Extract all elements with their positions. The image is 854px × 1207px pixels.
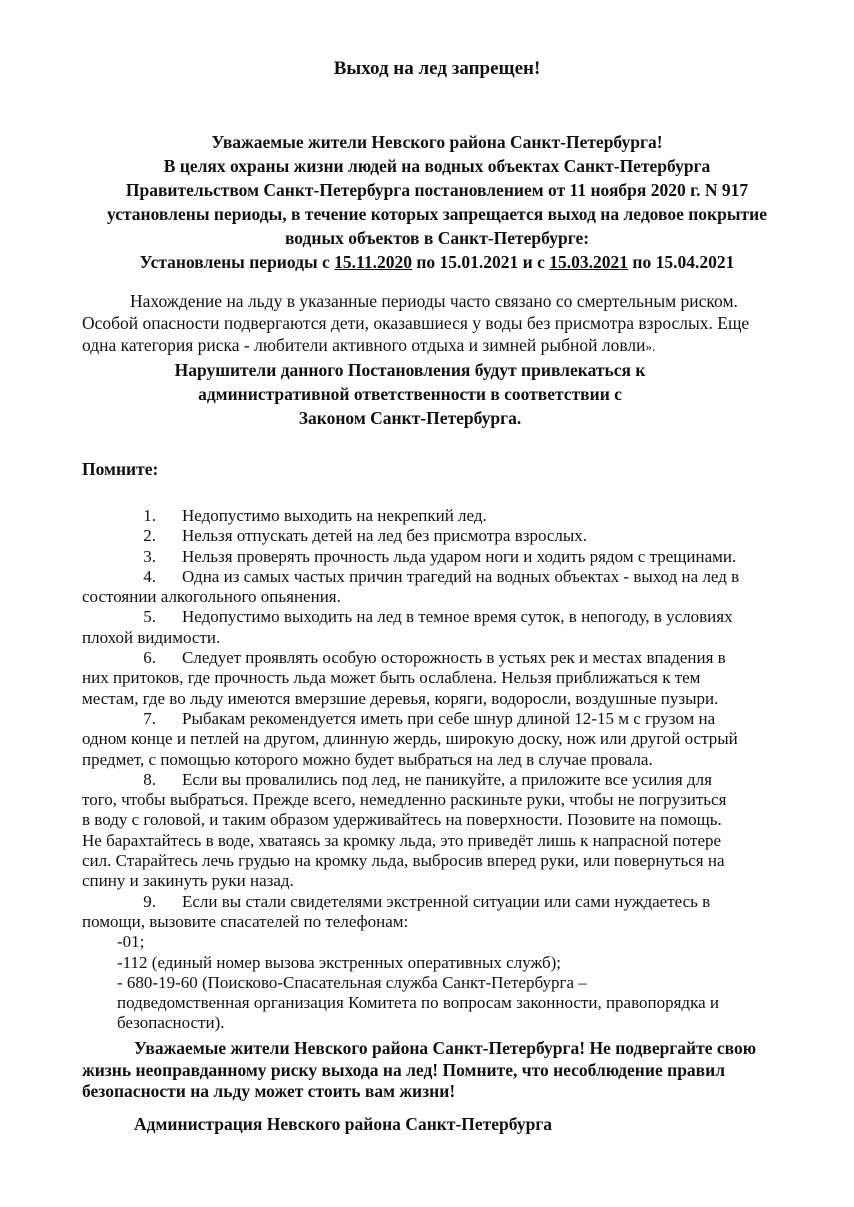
list-item-line (82, 750, 822, 770)
remember-heading: Помните: (82, 459, 159, 479)
list-item-line (82, 648, 822, 668)
intro-line-3-text: одна категория риска - любители активного отдыха и зимней рыбной ловли (82, 335, 646, 355)
violators-line-3: Законом Санкт-Петербурга. (298, 408, 522, 428)
violators-notice (90, 358, 730, 430)
period-date-1: 15.11.2020 (334, 252, 412, 272)
periods-mid-1: по 15.01.2021 и с (411, 252, 550, 272)
list-item-line (82, 912, 822, 932)
intro-paragraph (82, 290, 817, 358)
list-item-line (82, 729, 822, 749)
header-block (70, 130, 804, 274)
header-line-1: Уважаемые жители Невского района Санкт-Петербурга! (211, 132, 663, 152)
list-item-line (82, 871, 822, 891)
list-item-number: 6. (143, 648, 156, 668)
list-item-line (82, 831, 822, 851)
phone-line: безопасности). (117, 1013, 225, 1033)
list-item-text: сил. Старайтесь лечь грудью на кромку льда, выбросив вперед руки, или повернуться на (82, 851, 725, 871)
list-item-text: Если вы провалились под лед, не паникуйте, а приложите все усилия для (182, 769, 712, 789)
intro-line-3 (82, 334, 817, 358)
phone-line: -112 (единый номер вызова экстренных оперативных служб); (117, 952, 562, 972)
list-item-text: одном конце и петлей на другом, длинную жердь, широкую доску, нож или другой острый (82, 729, 738, 749)
list-item-number: 2. (143, 526, 156, 546)
list-item-line (82, 892, 822, 912)
list-item-text: Не барахтайтесь в воде, хватаясь за кромку льда, это приведёт лишь к напрасной потере (82, 830, 722, 850)
list-item-text: Нельзя отпускать детей на лед без присмотра взрослых. (182, 526, 588, 546)
list-item-line (82, 709, 822, 729)
list-item-line (82, 790, 822, 810)
list-item-line (82, 668, 822, 688)
list-item-text: того, чтобы выбраться. Прежде всего, немедленно раскиньте руки, чтобы не погрузиться (82, 790, 727, 810)
list-item-number: 1. (143, 506, 156, 525)
list-item-line (82, 506, 822, 526)
closing-line-1: Уважаемые жители Невского района Санкт-Петербурга! Не подвергайте свою (134, 1038, 757, 1058)
list-item-text: Недопустимо выходить на лед в темное время суток, в непогоду, в условиях (182, 607, 733, 627)
period-date-2: 15.03.2021 (549, 252, 629, 272)
phone-line: подведомственная организация Комитета по вопросам законности, правопорядка и (117, 993, 719, 1013)
list-item-text: Если вы стали свидетелями экстренной ситуации или сами нуждаетесь в (182, 891, 711, 911)
list-item-line (82, 810, 822, 830)
list-item-text: местам, где во льду имеются вмерзшие деревья, коряги, водоросли, воздушные пузыри. (82, 688, 719, 708)
list-item-number: 9. (143, 891, 156, 911)
list-item-text: в воду с головой, и таким образом удерживайтесь на поверхности. Позовите на помощь. (82, 810, 722, 830)
list-item-text: состоянии алкогольного опьянения. (82, 587, 341, 607)
periods-line (70, 250, 804, 274)
signature: Администрация Невского района Санкт-Петербурга (134, 1114, 553, 1134)
phone-line: - 680-19-60 (Поисково-Спасательная служба Санкт-Петербурга – (117, 972, 587, 992)
list-item-text: плохой видимости. (82, 627, 221, 647)
violators-line-2: административной ответственности в соответствии с (198, 384, 622, 404)
intro-line-2: Особой опасности подвергаются дети, оказавшиеся у воды без присмотра взрослых. Еще (82, 313, 750, 333)
rules-list (82, 506, 822, 1034)
header-line-2: В целях охраны жизни людей на водных объектах Санкт-Петербурга (163, 156, 711, 176)
header-line-3: Правительством Санкт-Петербурга постановлением от 11 ноября 2020 г. N 917 (125, 180, 749, 200)
list-item-text: предмет, с помощью которого можно будет выбраться на лед в случае провала. (82, 749, 653, 769)
closing-line-3: безопасности на льду может стоить вам жизни! (82, 1081, 456, 1101)
list-item-number: 5. (143, 607, 156, 627)
list-item-text: Рыбакам рекомендуется иметь при себе шнур длиной 12-15 м с грузом на (182, 708, 716, 728)
list-item-line (82, 689, 822, 709)
list-item-number: 3. (143, 546, 156, 566)
closing-line-2: жизнь неоправданному риску выхода на лед! Помните, что несоблюдение правил (82, 1059, 726, 1080)
list-item-number: 8. (143, 769, 156, 789)
page-title: Выход на лед запрещен! (333, 58, 541, 79)
list-item-line (82, 770, 822, 790)
list-item-text: Нельзя проверять прочность льда ударом ноги и ходить рядом с трещинами. (182, 546, 737, 566)
list-item-number: 4. (143, 566, 156, 586)
closing-appeal (82, 1038, 822, 1103)
list-item-text: Следует проявлять особую осторожность в устьях рек и местах впадения в (182, 648, 726, 668)
list-item-text: спину и закинуть руки назад. (82, 871, 294, 891)
intro-line-1: Нахождение на льду в указанные периоды часто связано со смертельным риском. (130, 291, 738, 311)
list-item-line (82, 628, 822, 648)
header-line-4: установлены периоды, в течение которых запрещается выход на ледовое покрытие (107, 204, 767, 224)
list-item-text: Недопустимо выходить на некрепкий лед. (182, 506, 487, 525)
periods-mid-2: по 15.04.2021 (628, 252, 735, 272)
list-item-line (82, 851, 822, 871)
list-item-text: помощи, вызовите спасателей по телефонам: (82, 911, 409, 931)
header-line-5: водных объектов в Санкт-Петербурге: (284, 228, 590, 248)
list-item-line (82, 587, 822, 607)
phone-line: -01; (117, 932, 145, 952)
list-item-line (82, 567, 822, 587)
list-item-text: Одна из самых частых причин трагедий на водных объектах - выход на лед в (182, 566, 740, 586)
list-item-line (82, 526, 822, 546)
violators-line-1: Нарушители данного Постановления будут привлекаться к (174, 360, 646, 380)
list-item-text: них притоков, где прочность льда может быть ослаблена. Нельзя приближаться к тем (82, 668, 701, 688)
list-item-line (82, 547, 822, 567)
list-item-number: 7. (143, 708, 156, 728)
intro-line-3-end: ». (645, 339, 656, 354)
list-item-line (82, 607, 822, 627)
periods-prefix: Установлены периоды с (139, 252, 335, 272)
